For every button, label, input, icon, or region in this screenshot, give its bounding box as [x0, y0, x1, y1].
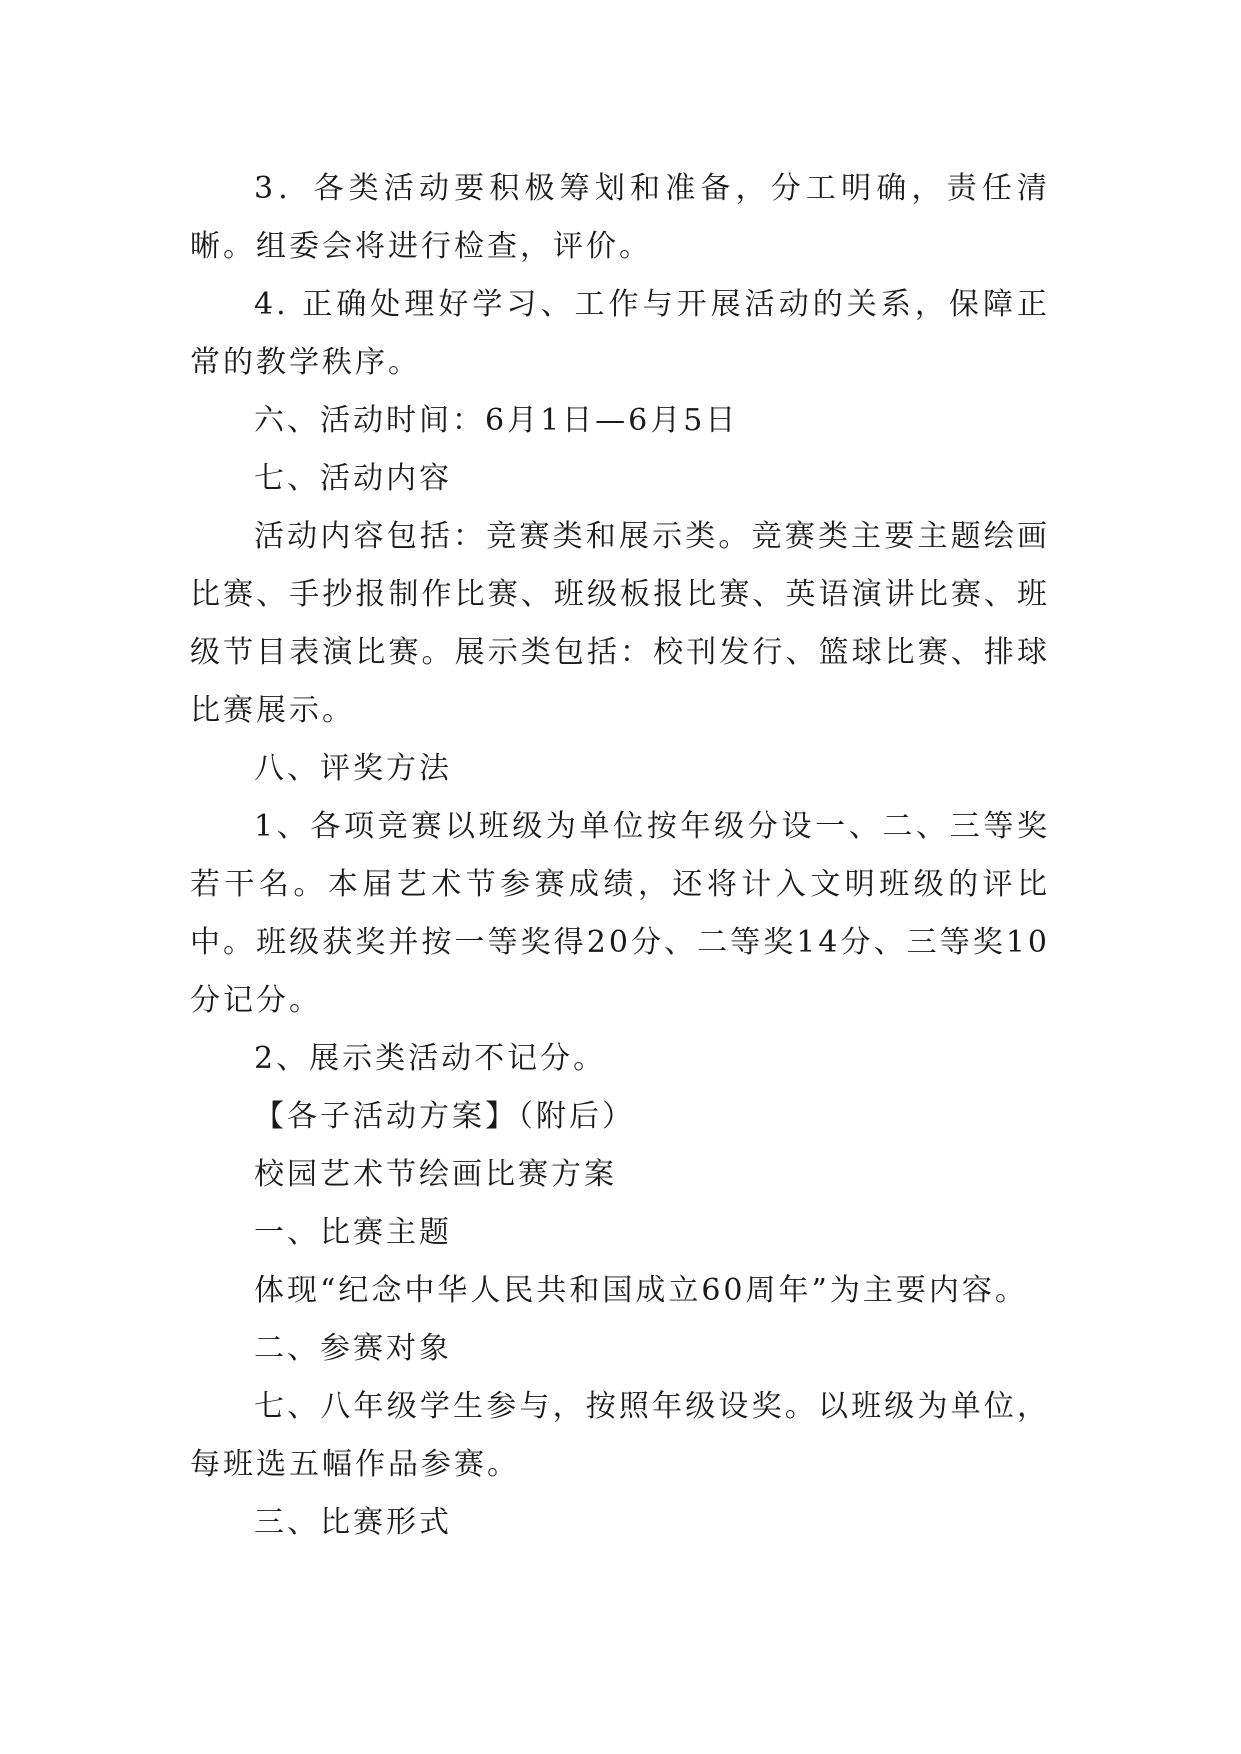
document-body	[190, 160, 1050, 1552]
heading-participants: 二、参赛对象	[254, 1331, 452, 1366]
paragraph-award-rule-1: 1、各项竞赛以班级为单位按年级分设一、二、三等奖若干名。本届艺术节参赛成绩，还将计入文明班级的评比中。班级获奖并按一等奖得20分、二等奖14分、三等奖10分记分。	[190, 809, 1050, 1018]
paragraph-participants: 七、八年级学生参与，按照年级设奖。以班级为单位，每班选五幅作品参赛。	[190, 1389, 1050, 1482]
paragraph-award-rule-2: 2、展示类活动不记分。	[254, 1041, 607, 1076]
heading-sub-plans: 【各子活动方案】（附后）	[254, 1099, 635, 1134]
heading-activity-content: 七、活动内容	[254, 461, 452, 496]
heading-award-method: 八、评奖方法	[254, 751, 452, 786]
heading-contest-format: 三、比赛形式	[254, 1505, 452, 1540]
paragraph-task-3: 3．各类活动要积极筹划和准备，分工明确，责任清晰。组委会将进行检查，评价。	[190, 171, 1050, 264]
paragraph-task-4: 4. 正确处理好学习、工作与开展活动的关系，保障正常的教学秩序。	[190, 287, 1050, 380]
heading-contest-theme: 一、比赛主题	[254, 1215, 452, 1250]
paragraph-activity-content: 活动内容包括：竞赛类和展示类。竞赛类主要主题绘画比赛、手抄报制作比赛、班级板报比赛、英语演讲比赛、班级节目表演比赛。展示类包括：校刊发行、篮球比赛、排球比赛展示。	[190, 519, 1050, 728]
heading-activity-time: 六、活动时间：6月1日—6月5日	[254, 403, 739, 438]
paragraph-contest-theme: 体现“纪念中华人民共和国成立60周年”为主要内容。	[254, 1273, 1028, 1308]
heading-painting-contest-plan: 校园艺术节绘画比赛方案	[254, 1157, 617, 1192]
